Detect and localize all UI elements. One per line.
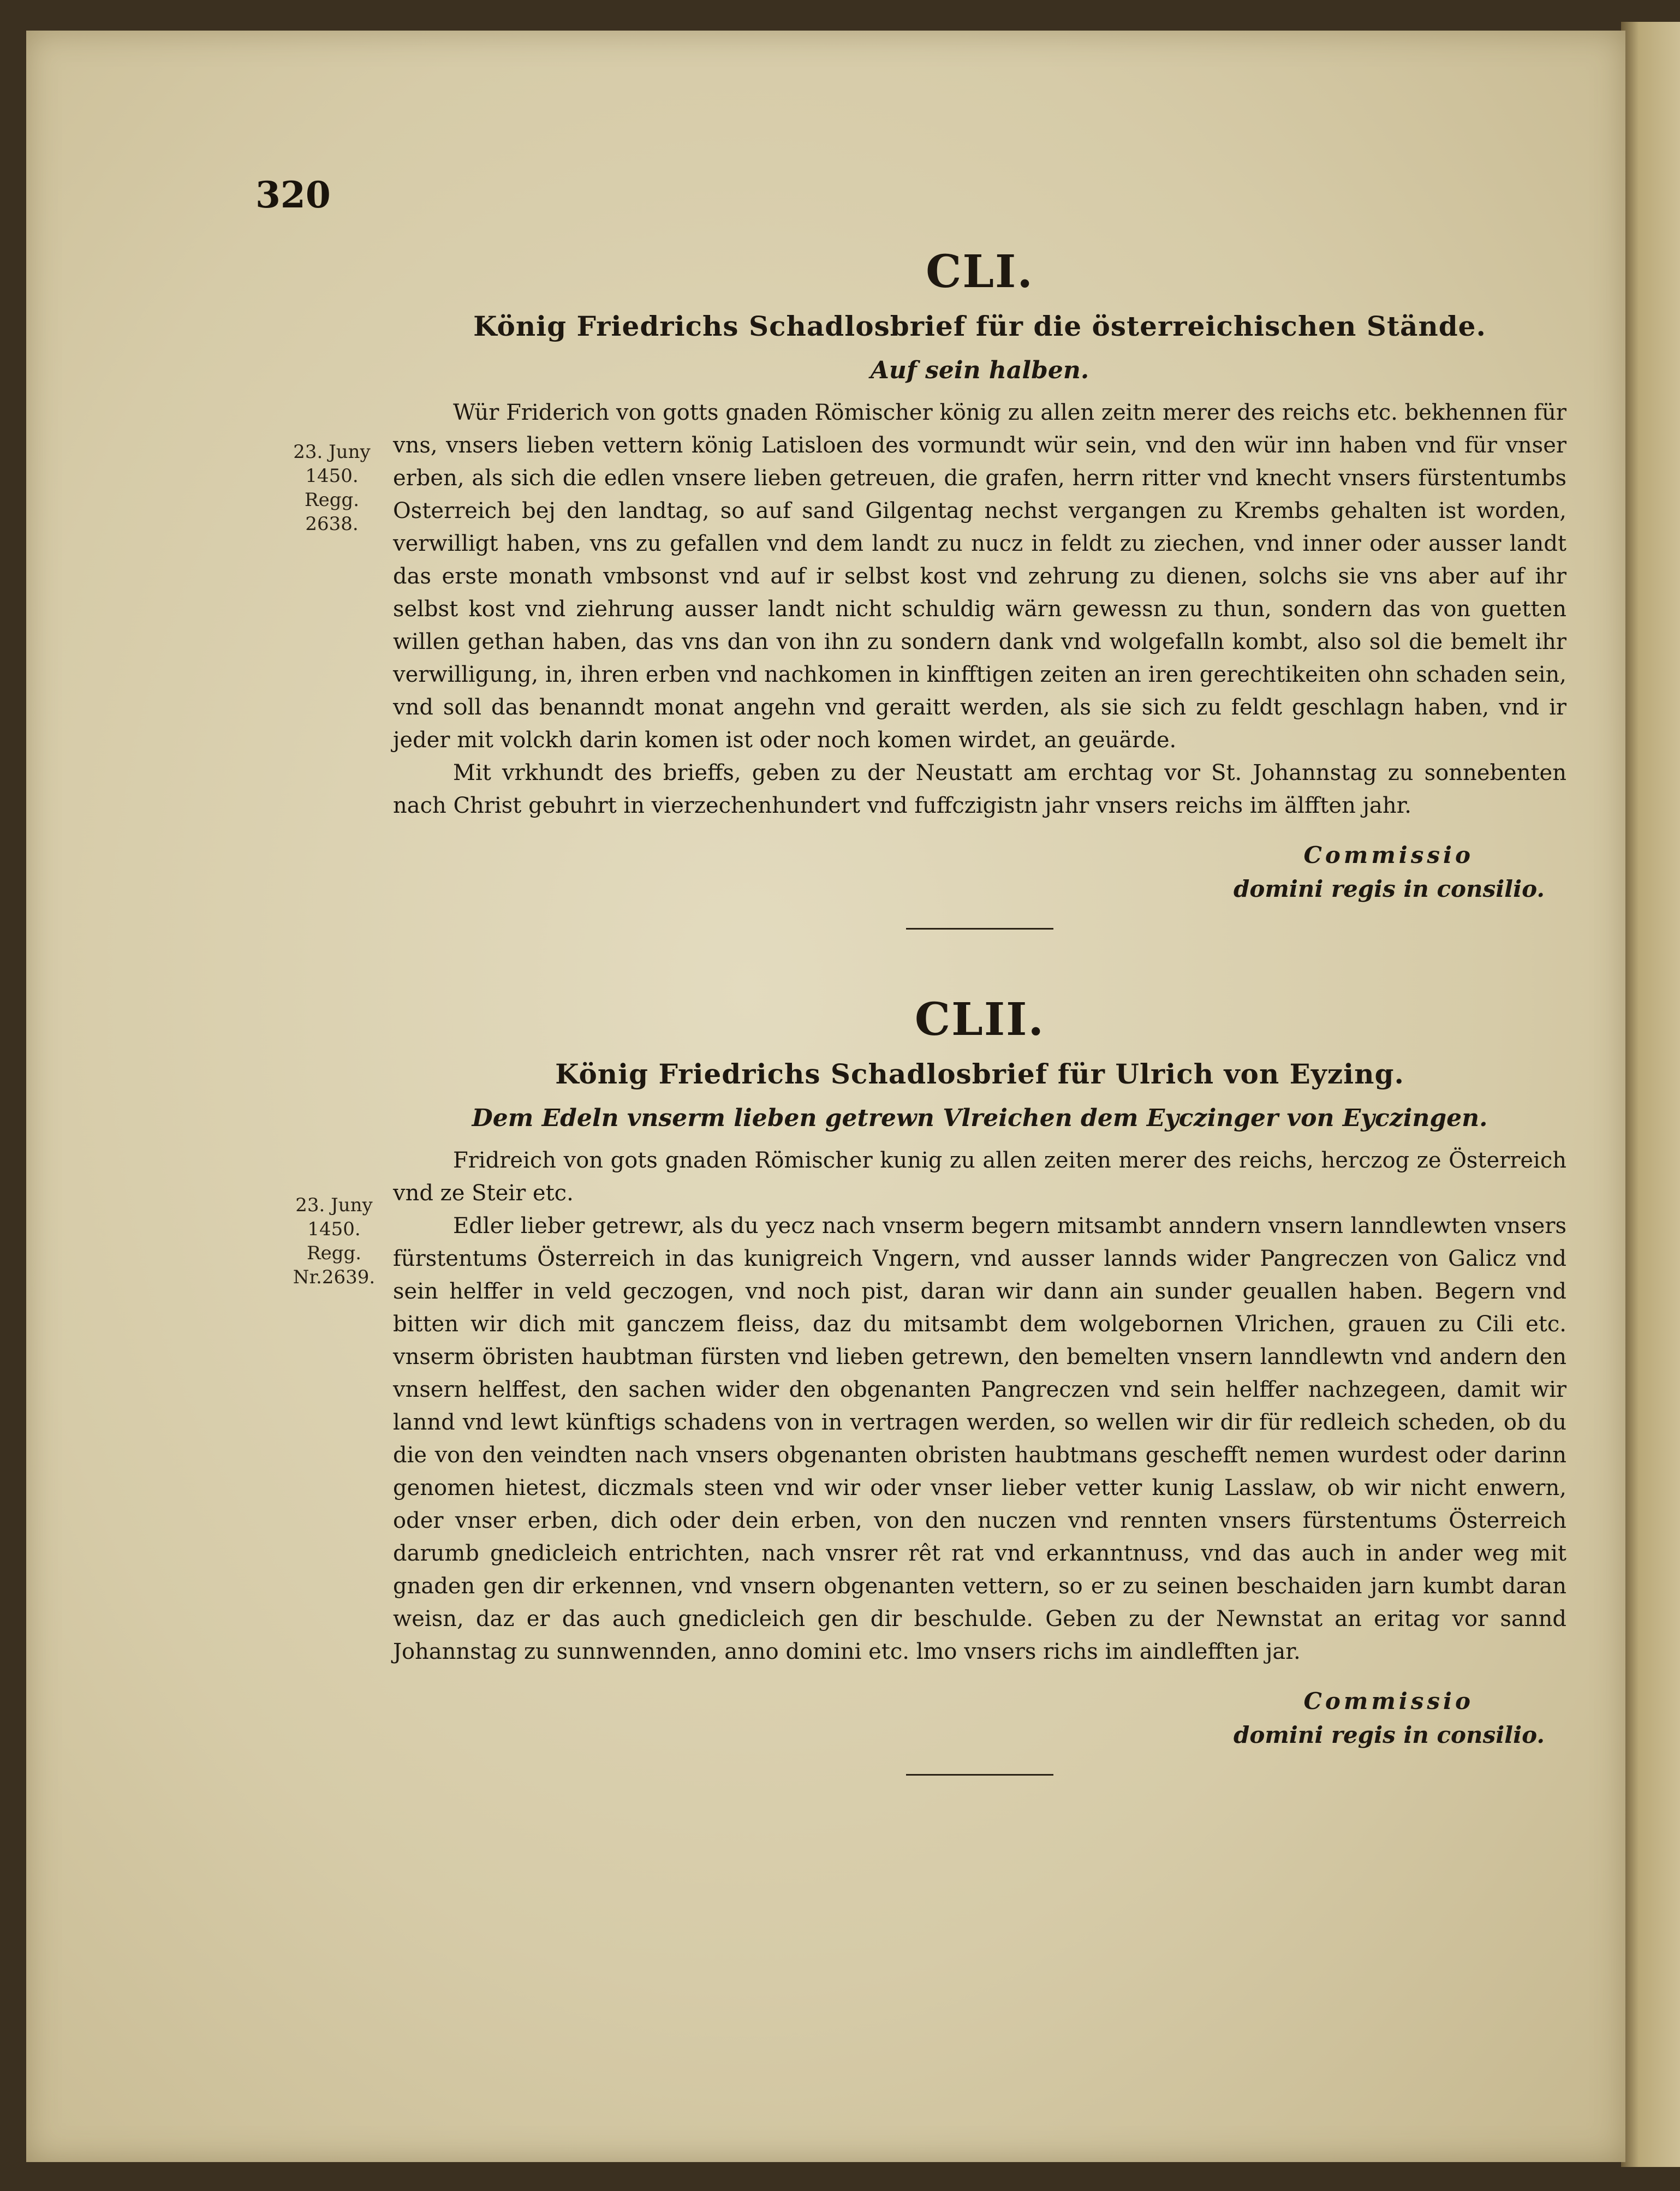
- closing-line-2: domini regis in consilio.: [1234, 876, 1545, 902]
- closing-line-1: Commissio: [1303, 842, 1474, 868]
- document-paragraph: Wür Friderich von gotts gnaden Römischer könig zu allen zeitn merer des reichs etc. bekhennen für vns, vnsers lieben vettern könig Latisloen des vormundt wür sein, vnd den wür inn haben vnd für vnser erben, als sich die edlen vnsere lieben getreuen, die grafen, herrn ritter vnd knecht vnsers fürstentumbs Osterreich bej den landtag, so auf sand Gilgentag nechst vergangen zu Krembs gehalten ist worden, verwilligt haben, vns zu gefallen vnd dem landt zu nucz in feldt zu ziechen, vnd inner oder ausser landt das erste monath vmbsonst vnd auf ir selbst kost vnd zehrung zu dienen, solchs sie vns aber auf ihr selbst kost vnd ziehrung ausser landt nicht schuldig wärn gewessn zu thun, sondern das von guetten willen gethan haben, das vns dan von ihn zu sondern dank vnd wolgefalln kombt, also sol die bemelt ihr verwilligung, in, ihren erben vnd nachkomen in kinfftigen zeiten an iren gerechtikeiten ohn schaden sein, vnd soll das benanndt monat angehn vnd geraitt werden, als sie sich zu feldt geschlagn haben, vnd ir jeder mit volckh darin komen ist oder noch komen wirdet, an geuärde.: [393, 400, 1566, 753]
- page-number: 320: [255, 174, 331, 216]
- margin-date: 23. Juny: [293, 441, 371, 463]
- closing-line-2: domini regis in consilio.: [1234, 1722, 1545, 1748]
- document-numeral: CLII.: [914, 993, 1045, 1046]
- document-address: Auf sein halben.: [870, 356, 1089, 384]
- margin-year: 1450.: [307, 1218, 361, 1240]
- document-paragraph: Mit vrkhundt des brieffs, geben zu der Neustatt am erchtag vor St. Johannstag zu sonnebenten nach Christ gebuhrt in vierzechenhundert vnd fuffczigistn jahr vnsers reichs im älfften jahr.: [393, 760, 1566, 818]
- margin-year: 1450.: [305, 465, 359, 487]
- section-divider: [906, 1774, 1053, 1776]
- document-address: Dem Edeln vnserm lieben getrewn Vlreichen dem Eyczinger von Eyczingen.: [472, 1104, 1488, 1132]
- document-paragraph: Fridreich von gots gnaden Römischer kunig zu allen zeiten merer des reichs, herczog ze Österreich vnd ze Steir etc.: [393, 1148, 1566, 1206]
- document-title: König Friedrichs Schadlosbrief für die österreichischen Stände.: [473, 310, 1486, 342]
- document-title: König Friedrichs Schadlosbrief für Ulrich von Eyzing.: [555, 1058, 1404, 1090]
- margin-reg: Regg. Nr.2639.: [293, 1242, 376, 1288]
- section-divider: [906, 928, 1053, 930]
- margin-note-clii: [279, 1193, 389, 1289]
- margin-note-cli: [277, 440, 386, 536]
- closing-line-1: Commissio: [1303, 1688, 1474, 1714]
- document-cli: [393, 246, 1566, 930]
- document-clii: [393, 993, 1566, 1776]
- margin-date: 23. Juny: [295, 1194, 373, 1216]
- document-paragraph: Edler lieber getrewr, als du yecz nach vnserm begern mitsambt anndern vnsern lanndlewten vnsers fürstentums Österreich in das kunigreich Vngern, vnd ausser lannds wider Pangreczen von Galicz vnd sein helffer in veld geczogen, vnd noch pist, daran wir dann ain sunder geuallen haben. Begern vnd bitten wir dich mit ganczem fleiss, daz du mitsambt dem wolgebornen Vlrichen, grauen zu Cili etc. vnserm öbristen haubtman fürsten vnd lieben getrewn, den bemelten vnsern lanndlewtn vnd andern den vnsern helffest, den sachen wider den obgenanten Pangreczen vnd sein helffer nachzegeen, damit wir lannd vnd lewt künftigs schadens von in vertragen werden, so wellen wir dir für redleich scheden, ob du die von den veindten nach vnsers obgenanten obristen haubtmans geschefft nemen wurdest oder darinn genomen hietest, diczmals steen vnd wir oder vnser lieber vetter kunig Lasslaw, ob wir nicht enwern, oder vnser erben, dich oder dein erben, von den nuczen vnd rennten vnsers fürstentums Österreich darumb gnedicleich entrichten, nach vnsrer rêt rat vnd erkanntnuss, vnd das auch in ander weg mit gnaden gen dir erkennen, vnd vnsern obgenanten vettern, so er zu seinen beschaiden jarn kumbt daran weisn, daz er das auch gnedicleich gen dir beschulde. Geben zu der Newnstat an eritag vor sannd Johannstag zu sunnwennden, anno domini etc. lmo vnsers richs im aindlefften jar.: [393, 1213, 1566, 1664]
- adjacent-page-edge: [1621, 22, 1680, 2167]
- document-closing: [393, 838, 1545, 906]
- margin-reg: Regg. 2638.: [304, 489, 360, 535]
- document-closing: [393, 1684, 1545, 1752]
- document-numeral: CLI.: [926, 246, 1034, 298]
